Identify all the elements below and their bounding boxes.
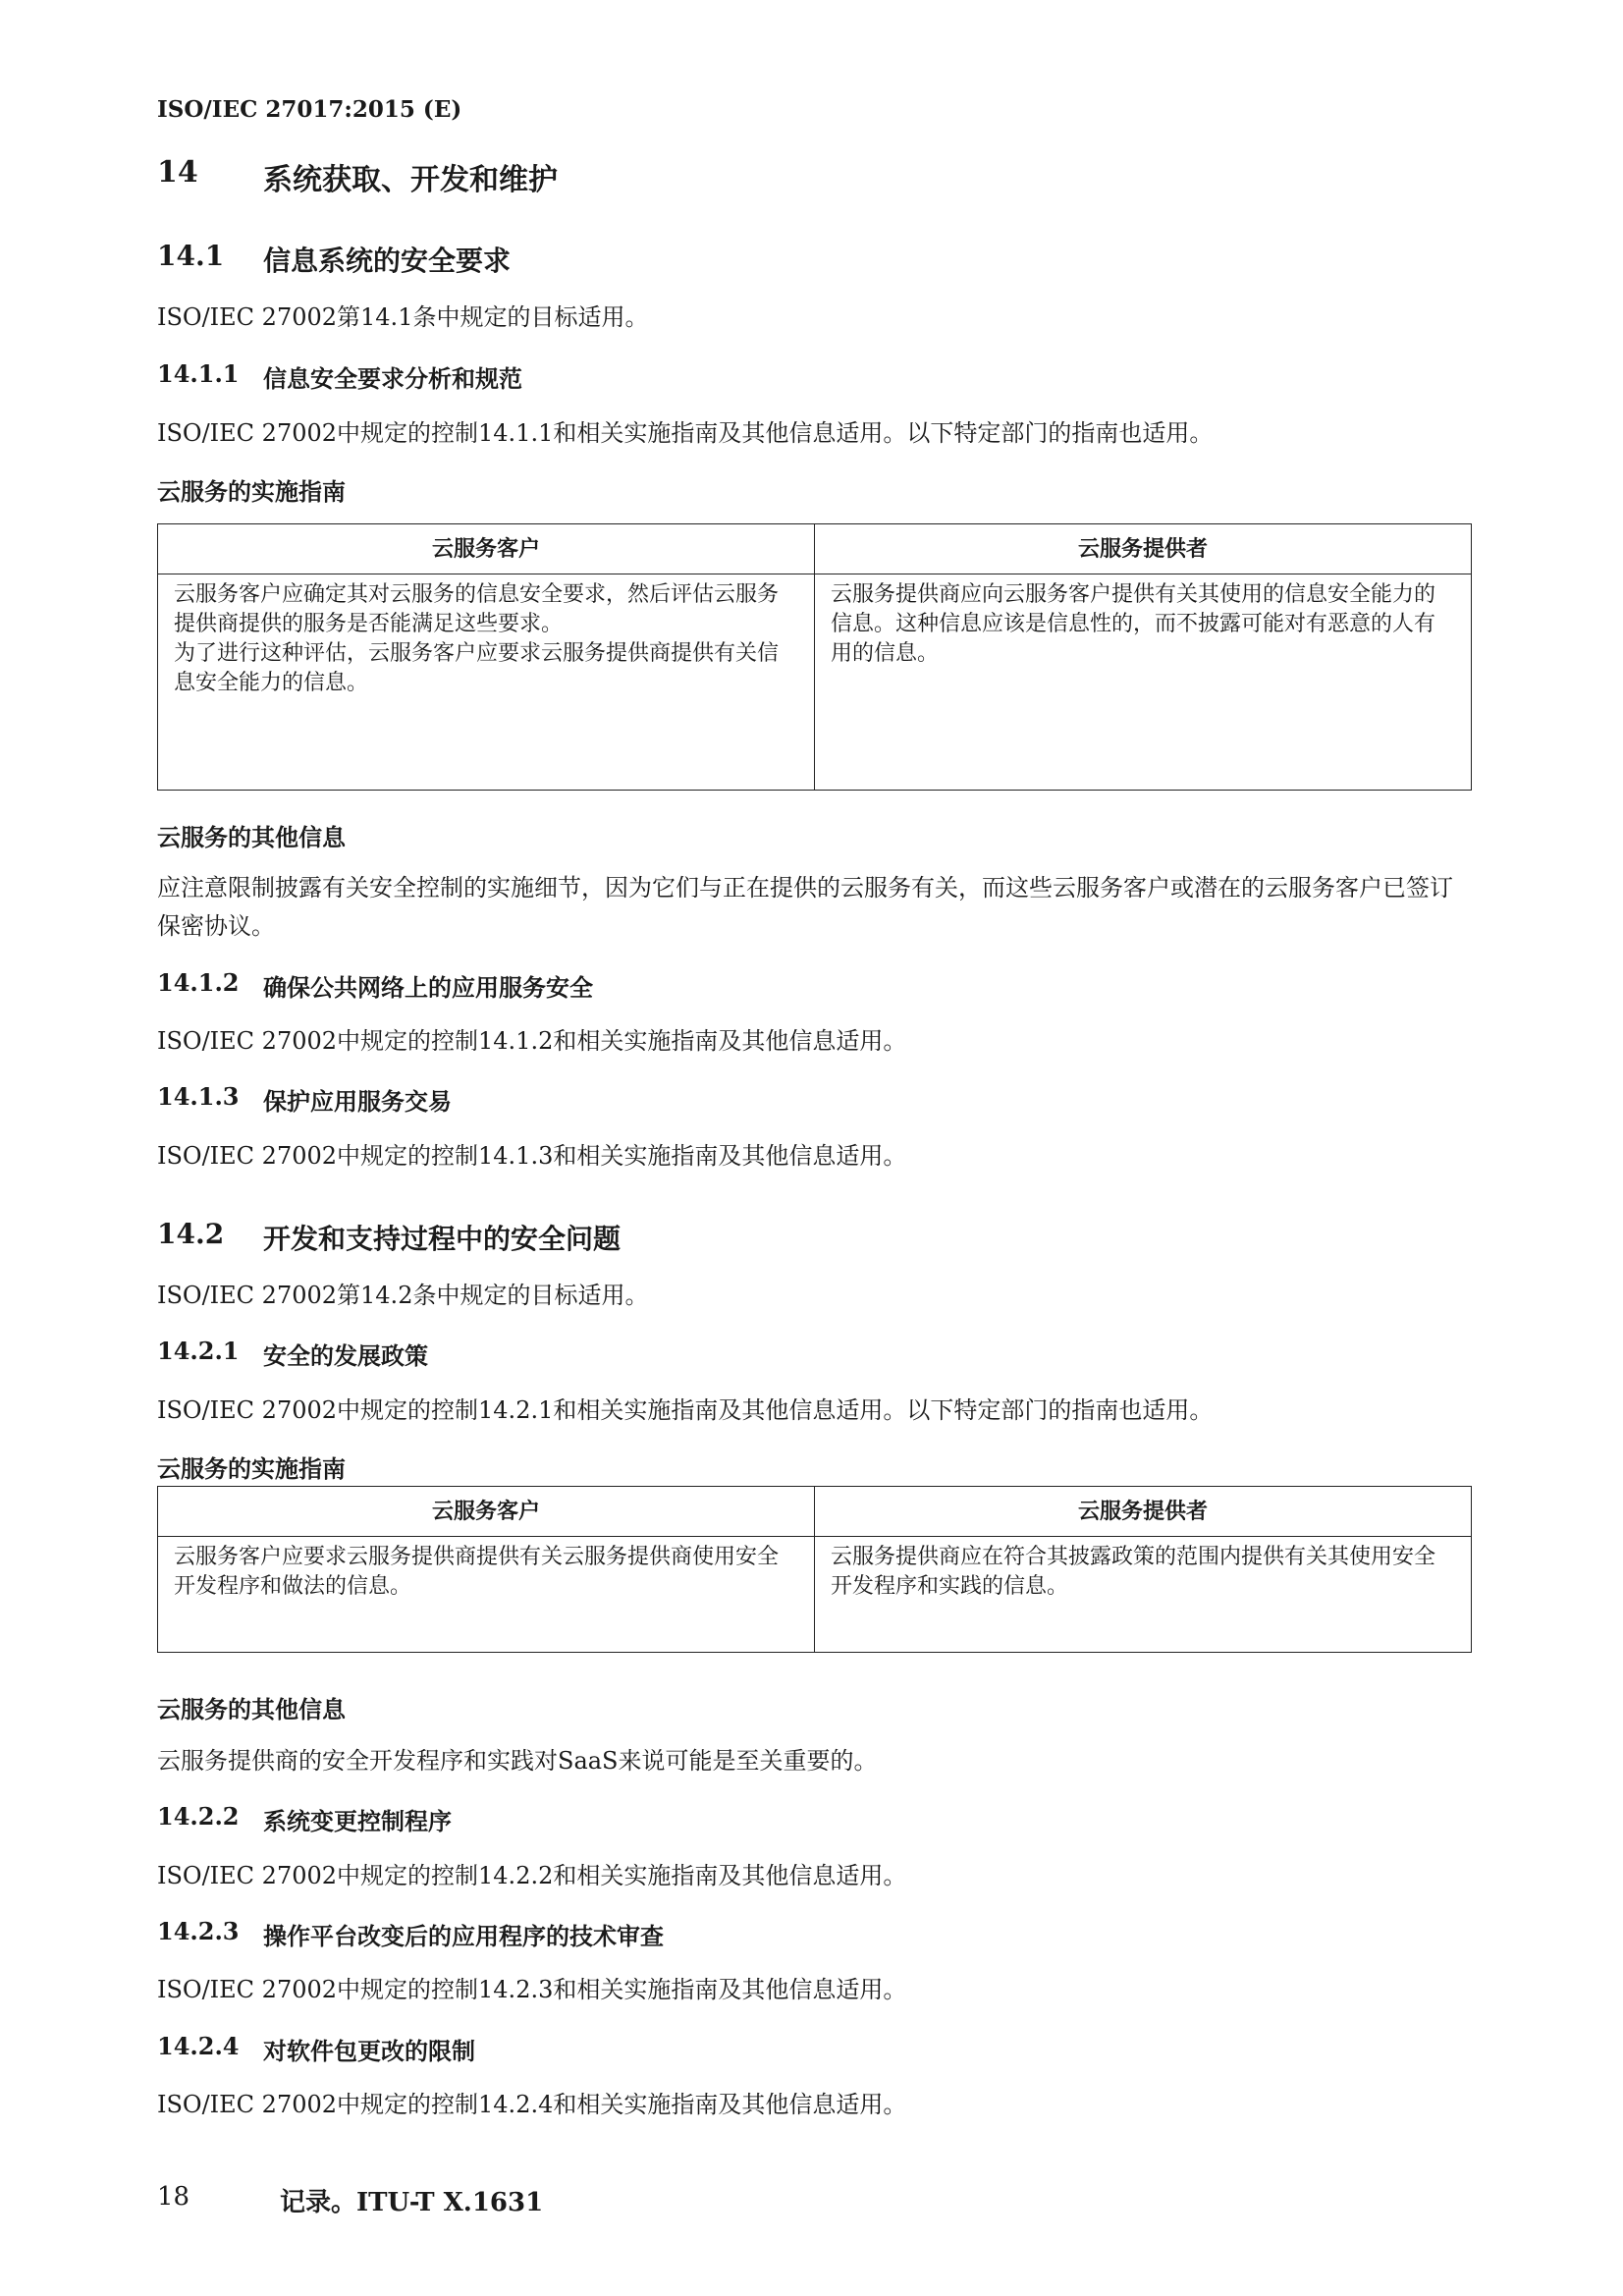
table-header-cloud-customer: 云服务客户 [158, 524, 815, 574]
cell-paragraph: 云服务提供商应在符合其披露政策的范围内提供有关其使用安全开发程序和实践的信息。 [831, 1545, 1436, 1599]
implementation-guidance-label: 云服务的实施指南 [157, 1454, 346, 1483]
table-cell-provider [815, 574, 1472, 791]
section-14-1-1-text: ISO/IEC 27002中规定的控制14.1.1和相关实施指南及其他信息适用。以下特定部门的指南也适用。 [157, 419, 1214, 447]
section-14-2-2-number: 14.2.2 [157, 1802, 240, 1831]
section-14-1-title: 信息系统的安全要求 [263, 245, 512, 277]
section-14-2-4-number: 14.2.4 [157, 2032, 240, 2060]
section-14-2-4-title: 对软件包更改的限制 [263, 2037, 475, 2065]
section-14-1-1-title: 信息安全要求分析和规范 [263, 364, 522, 393]
section-14-title: 系统获取、开发和维护 [263, 163, 558, 197]
section-14-2-4-text: ISO/IEC 27002中规定的控制14.2.4和相关实施指南及其他信息适用。 [157, 2091, 907, 2118]
running-header: ISO/IEC 27017:2015 (E) [157, 96, 462, 123]
section-14-1-2-number: 14.1.2 [157, 968, 240, 997]
section-14-1-1-number: 14.1.1 [157, 359, 240, 388]
section-14-1-2-text: ISO/IEC 27002中规定的控制14.1.2和相关实施指南及其他信息适用。 [157, 1027, 907, 1055]
cell-paragraph: 为了进行这种评估，云服务客户应要求云服务提供商提供有关信息安全能力的信息。 [174, 641, 780, 695]
other-information-text: 云服务提供商的安全开发程序和实践对SaaS来说可能是至关重要的。 [157, 1747, 878, 1775]
section-14-2-2-title: 系统变更控制程序 [263, 1807, 452, 1835]
cell-paragraph: 云服务客户应要求云服务提供商提供有关云服务提供商使用安全开发程序和做法的信息。 [174, 1545, 780, 1599]
section-14-1-2-title: 确保公共网络上的应用服务安全 [263, 973, 593, 1002]
cell-paragraph: 云服务提供商应向云服务客户提供有关其使用的信息安全能力的信息。这种信息应该是信息性的，而不披露可能对有恶意的人有用的信息。 [831, 582, 1436, 666]
guidance-table-2 [157, 1486, 1472, 1653]
other-information-label: 云服务的其他信息 [157, 1695, 346, 1723]
footer-label: 记录。ITU-T X.1631 [280, 2188, 544, 2217]
section-14-2-3-title: 操作平台改变后的应用程序的技术审查 [263, 1922, 664, 1950]
table-header-cloud-provider: 云服务提供者 [815, 1487, 1472, 1537]
section-14-2-2-text: ISO/IEC 27002中规定的控制14.2.2和相关实施指南及其他信息适用。 [157, 1862, 907, 1889]
section-14-1-text: ISO/IEC 27002第14.1条中规定的目标适用。 [157, 303, 649, 331]
section-14-2-text: ISO/IEC 27002第14.2条中规定的目标适用。 [157, 1282, 649, 1309]
table-header-cloud-provider: 云服务提供者 [815, 524, 1472, 574]
section-14-1-3-title: 保护应用服务交易 [263, 1087, 452, 1116]
guidance-table-1 [157, 523, 1472, 791]
other-information-text: 应注意限制披露有关安全控制的实施细节，因为它们与正在提供的云服务有关，而这些云服务客户或潜在的云服务客户已签订保密协议。 [157, 874, 1453, 940]
table-cell-customer [158, 574, 815, 791]
section-14-2-number: 14.2 [157, 1218, 225, 1250]
section-14-2-1-number: 14.2.1 [157, 1337, 240, 1365]
page-number: 18 [157, 2182, 190, 2212]
section-14-1-3-text: ISO/IEC 27002中规定的控制14.1.3和相关实施指南及其他信息适用。 [157, 1142, 907, 1170]
table-header-cloud-customer: 云服务客户 [158, 1487, 815, 1537]
table-cell-provider [815, 1537, 1472, 1653]
section-14-2-3-number: 14.2.3 [157, 1917, 240, 1945]
section-14-1-number: 14.1 [157, 240, 225, 272]
section-14-2-1-text: ISO/IEC 27002中规定的控制14.2.1和相关实施指南及其他信息适用。以下特定部门的指南也适用。 [157, 1396, 1214, 1424]
other-information-label: 云服务的其他信息 [157, 823, 346, 851]
section-14-2-3-text: ISO/IEC 27002中规定的控制14.2.3和相关实施指南及其他信息适用。 [157, 1976, 907, 2003]
section-14-2-1-title: 安全的发展政策 [263, 1341, 428, 1370]
cell-paragraph: 云服务客户应确定其对云服务的信息安全要求，然后评估云服务提供商提供的服务是否能满足这些要求。 [174, 582, 780, 636]
section-14-2-title: 开发和支持过程中的安全问题 [263, 1223, 622, 1255]
implementation-guidance-label: 云服务的实施指南 [157, 477, 346, 506]
table-cell-customer [158, 1537, 815, 1653]
section-14-number: 14 [157, 155, 198, 190]
section-14-1-3-number: 14.1.3 [157, 1082, 240, 1111]
